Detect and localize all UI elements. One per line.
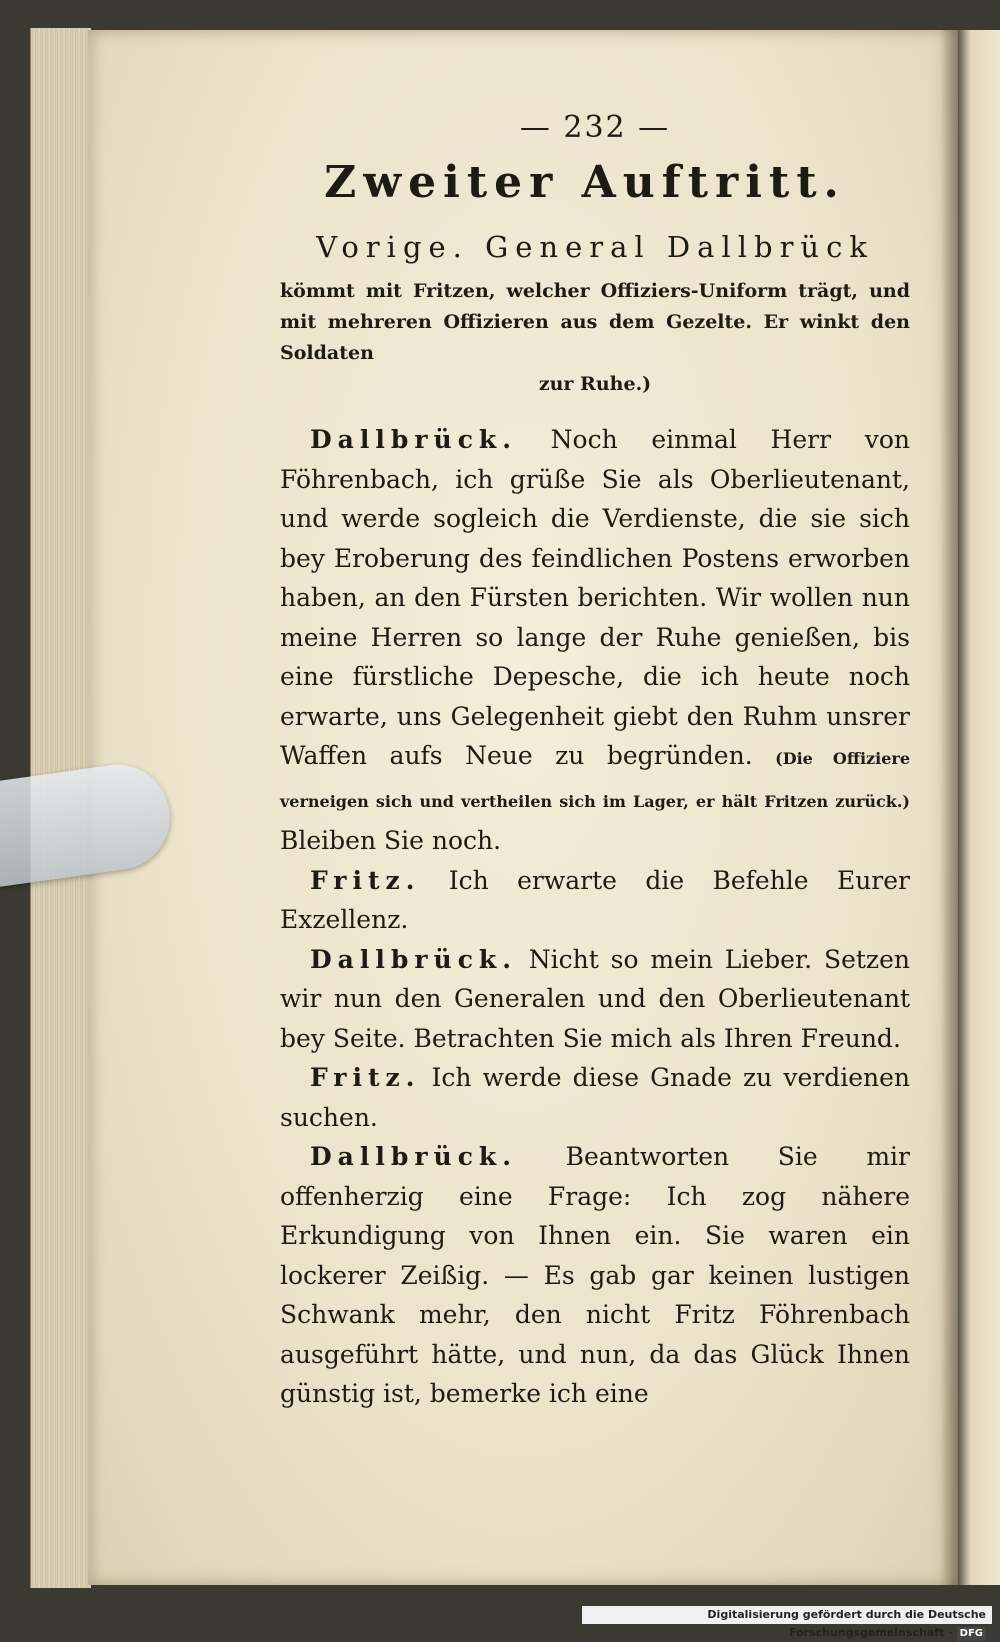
speech-paragraph [280,1058,910,1137]
page-text [280,110,910,1414]
dfg-logo: DFG [957,1627,986,1641]
speech-text: Ich werde diese Gnade zu verdienen suchen. [280,1063,911,1132]
cast-line: Vorige. General Dallbrück [316,230,874,264]
speech-text: Nicht so mein Lieber. Setzen wir nun den Generalen und den Oberlieutenant bey Seite. Betrachten Sie mich als Ihren Freund. [280,944,910,1053]
inline-stage-direction: (Die Offiziere verneigen sich und vertheilen sich im Lager, er hält Fritzen zurück.) [280,749,911,811]
speech-paragraph [280,940,910,1059]
speaker-name: Fritz. [310,1063,421,1092]
speech-paragraph [280,861,910,940]
credit-text: Digitalisierung gefördert durch die Deutsche Forschungsgemeinschaft - [707,1608,986,1639]
facing-page-edge [958,30,1000,1585]
speaker-name: Dallbrück. [310,944,517,974]
speech-paragraph [280,420,910,861]
speaker-name: Fritz. [310,865,421,895]
page-number: — 232 — [519,110,671,145]
stage-direction [280,276,910,400]
stage-direction-line: zur Ruhe.) [538,373,652,395]
stage-direction-line: mehreren Offizieren aus dem Gezelte. Er winkt den Soldaten [280,311,910,364]
stage-direction-line: kömmt mit Fritzen, welcher Offiziers-Uniform trägt, und mit [280,280,910,333]
speaker-name: Dallbrück. [310,425,517,454]
speaker-name: Dallbrück. [310,1142,517,1171]
scene-title: Zweiter Auftritt. [324,157,846,208]
speech-text: Beantworten Sie mir offenherzig eine Frage: Ich zog nähere Erkundigung von Ihnen ein. Sie waren ein lockerer Zeißig. — Es gab gar keinen lustigen Schwank mehr, den nicht Fritz Föhrenbach ausgeführt hätte, und nun, da das Glück Ihnen günstig ist, bemerke ich eine [280,1142,910,1408]
speech-text: Noch einmal Herr von Föhrenbach, ich grüße Sie als Oberlieutenant, und werde sogleich die Verdienste, die sie sich bey Eroberung des feindlichen Postens erworben haben, an den Fürsten berichten. Wir wollen nun meine Herren so lange der Ruhe genießen, bis eine fürstliche Depesche, die ich heute noch erwarte, uns Gelegenheit giebt den Ruhm unsrer Waffen aufs Neue zu begründen. [280,425,910,770]
speech-paragraph [280,1137,910,1414]
speech-text: Ich erwarte die Befehle Eurer Exzellenz. [280,865,910,934]
speech-text: Bleiben Sie noch. [280,826,502,855]
digitization-credit [582,1606,992,1639]
